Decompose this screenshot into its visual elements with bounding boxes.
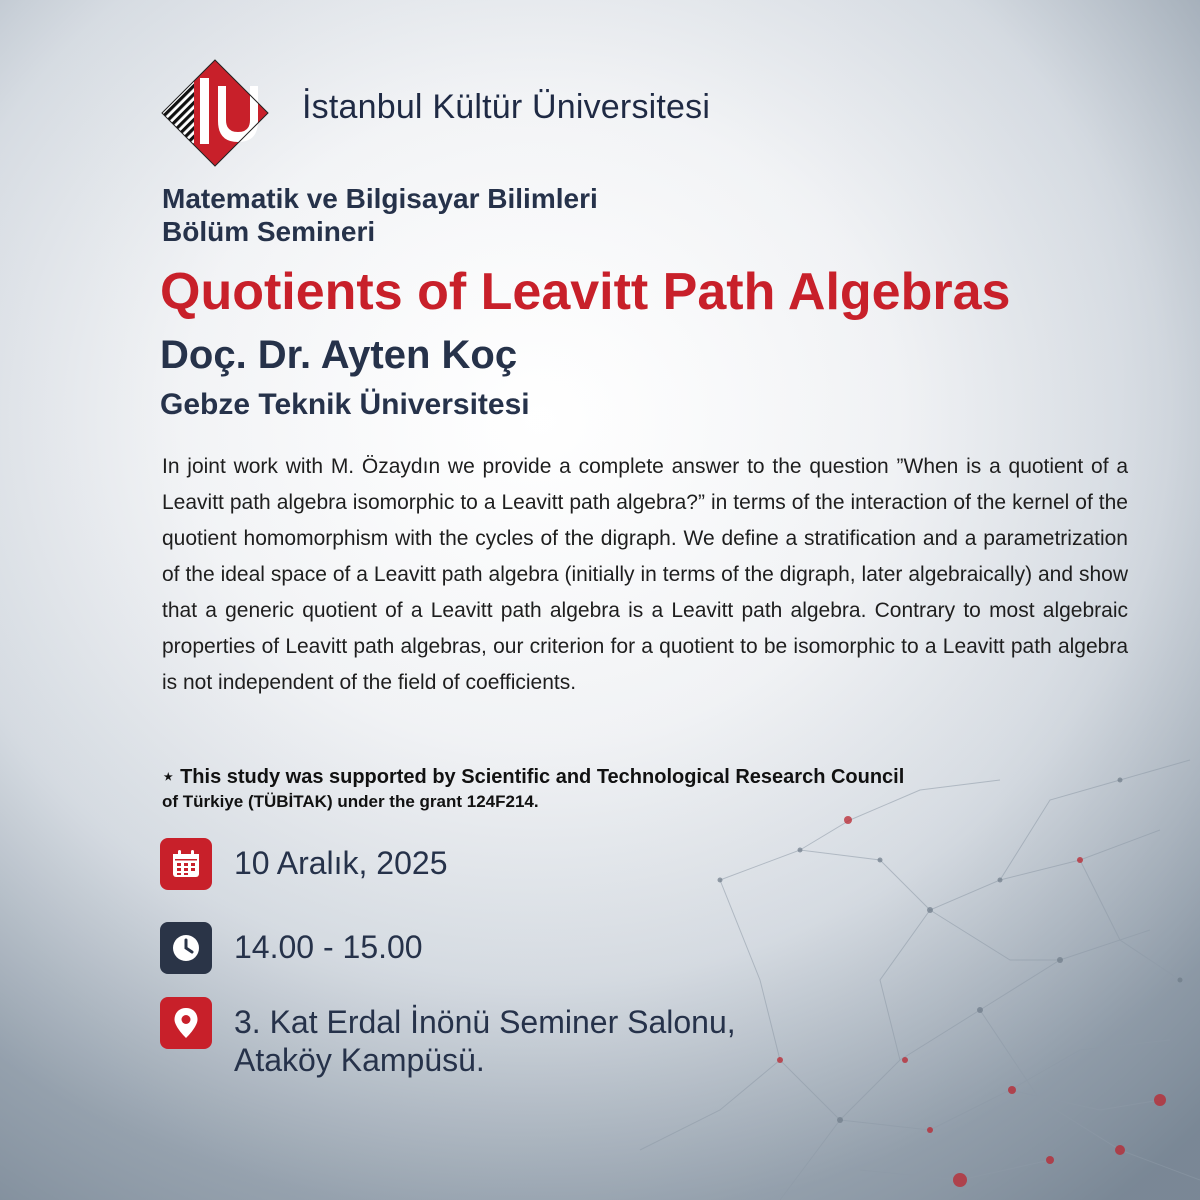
calendar-icon [160,838,212,890]
university-name: İstanbul Kültür Üniversitesi [302,88,711,126]
funding-note-line-2: of Türkiye (TÜBİTAK) under the grant 124F214. [162,792,539,811]
event-date: 10 Aralık, 2025 [234,845,448,881]
speaker-affiliation: Gebze Teknik Üniversitesi [160,388,530,421]
speaker-name: Doç. Dr. Ayten Koç [160,333,518,377]
department-line-1: Matematik ve Bilgisayar Bilimleri [162,183,598,214]
event-location-line-1: 3. Kat Erdal İnönü Seminer Salonu, [234,1004,736,1040]
seminar-title: Quotients of Leavitt Path Algebras [160,263,1011,321]
event-time-row [160,922,423,974]
event-date-row [160,838,447,890]
university-logo-icon [160,58,280,168]
clock-icon [160,922,212,974]
event-time: 14.00 - 15.00 [234,929,423,965]
event-location-row [160,997,736,1079]
department-line-2: Bölüm Semineri [162,216,376,247]
abstract-text: In joint work with M. Özaydın we provide a complete answer to the question ”When is a quotient of a Leavitt path algebra isomorphic to a Leavitt path algebra?” in terms of the interaction of the kernel of the quotient homomorphism with the cycles of the digraph. We define a stratification and a parametrization of the ideal space of a Leavitt path algebra (initially in terms of the digraph, later algebraically) and show that a generic quotient of a Leavitt path algebra is a Leavitt path algebra. Contrary to most algebraic properties of Leavitt path algebras, our criterion for a quotient to be isomorphic to a Leavitt path algebra is not independent of the field of coefficients. [162,455,1128,694]
funding-note-line-1: ⋆ This study was supported by Scientific and Technological Research Council [162,766,905,788]
location-pin-icon [160,997,212,1049]
funding-note [162,764,1122,814]
event-location [234,997,736,1079]
department-heading [162,182,598,248]
event-location-line-2: Ataköy Kampüsü. [234,1042,485,1078]
